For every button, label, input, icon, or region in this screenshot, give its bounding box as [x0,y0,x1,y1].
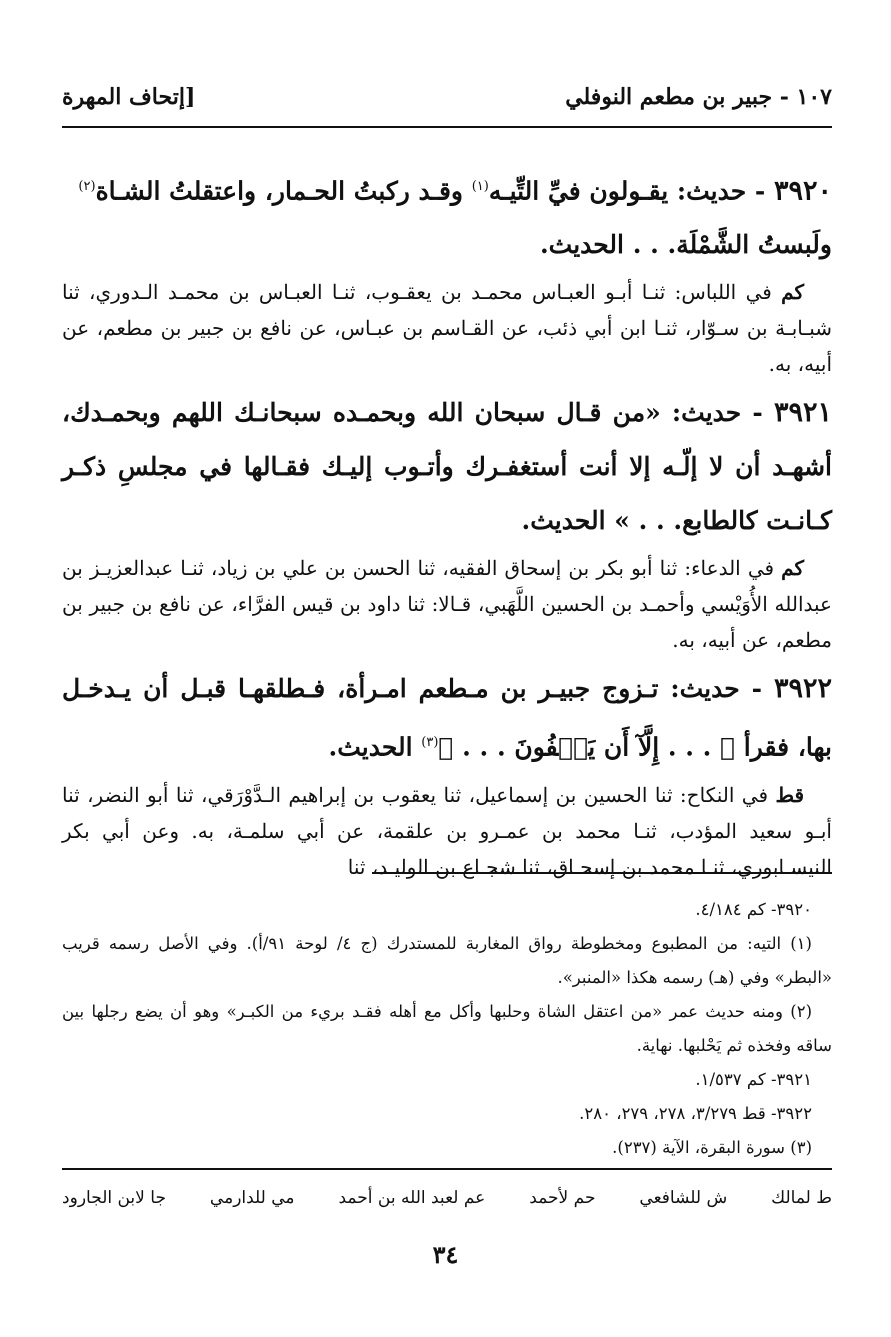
entry-heading-rest: الحديث. [328,732,422,762]
entry-number: ٣٩٢١ [773,397,832,429]
footnote-ref: (١) [471,179,489,194]
footnote-ref: (٢) [78,179,96,194]
footnote: ٣٩٢٢- قط ٣/٢٧٩، ٢٧٨، ٢٧٩، ٢٨٠. [579,1104,812,1123]
entry-number: ٣٩٢٠ [773,175,832,207]
entry-heading-rest: وقـد ركبتُ الحـمار، واعتقلتُ الشـاة [95,176,472,206]
abbreviation: ط لمالك [771,1188,832,1208]
source-citation [62,777,832,885]
page-number: ٣٤ [432,1240,459,1269]
source-text: في الدعاء: ثنا أبو بكر بن إسحاق الفقيه، ثنا الحسن بن علي بن زياد، ثنـا عبدالعزيـز بن عبدالله الأُوَيْسي وأحمـد بن الحسين اللَّهَبي، قـالا: ثنا داود بن قيس الفرَّاء، عن نافع بن جبير بن مطعم، عن أبيه، به. [62,556,832,653]
source-abbrev: قط [775,782,804,807]
footnote: ٣٩٢٠- كم ٤/١٨٤. [695,900,812,919]
main-text [62,160,832,889]
abbreviation: حم لأحمد [529,1188,596,1208]
abbreviations-rule [62,1168,832,1170]
source-abbrev: كم [781,280,804,305]
footnote: ٣٩٢١- كم ١/٥٣٧. [695,1070,812,1089]
footnotes [62,893,832,1165]
footnote: (٢) ومنه حديث عمر «من اعتقل الشاة وحلبها وأكل مع أهله فقـد بريء من الكبـر» وهو أن يضع رجلها بين ساقه وفخذه ثم يَحْلبها. نهاية. [62,1002,832,1055]
abbreviations-key [62,1188,832,1208]
footnote: (٣) سورة البقرة، الآية (٢٣٧). [612,1138,812,1157]
abbreviation: عم لعبد الله بن أحمد [338,1188,486,1208]
entry-heading: - حديث: «من قـال سبحان الله وبحمـده سبحانـك اللهم وبحمـدك، أشهـد أن لا إلّـه إلا أنت أستغفـرك وأتـوب إليـك فقـالها في مجلسِ ذكـر كـانـت كالطابع. . . » الحديث. [62,398,832,536]
footnote-ref: (٣) [421,735,439,751]
footnote: (١) التيه: من المطبوع ومخطوطة رواق المغاربة للمستدرك (ج ٤/ لوحة ٩١/أ). وفي الأصل رسمه قريب «البطر» وفي (هـ) رسمه هكذا «المنبر». [62,934,832,987]
header-rule [62,126,832,128]
abbreviation: جا لابن الجارود [62,1188,166,1208]
entry-heading: - حديث: تـزوج جبيـر بن مـطعم امـرأة، فـطلقهـا قبـل أن يـدخـل بها، فقرأ ﴿ . . . إِلَّآ أَن يَعۡفُونَ . . . ﴾ [62,674,832,762]
hadith-entry-3922 [62,662,832,774]
footnote-rule [372,872,832,874]
hadith-entry-3921 [62,386,832,548]
source-text: في النكاح: ثنا الحسين بن إسماعيل، ثنا يعقوب بن إبراهيم الـدَّوْرَقي، ثنا أبو النضر، ثنا أبـو سعيد المؤدب، ثنـا محمد بن عمـرو بن علقمة، عن أبي سلمـة، به. وعن أبي بكر النيسـابوري، ثنـا محمد بن إسحـاق، ثنا شجـاع بن الوليـد، ثنا [62,782,832,879]
source-citation [62,274,832,382]
entry-heading-line2: ولَبستُ الشَّمْلَة. . . الحديث. [539,230,832,260]
source-text: في اللباس: ثنـا أبـو العبـاس محمـد بن يعقـوب، ثنـا العبـاس بن محمـد الـدوري، ثنا شبـابـة بن سـوّار، ثنـا ابن أبي ذئب، عن القـاسم بن عبـاس، عن نافع بن جبير بن مطعم، عن أبيه، به. [62,280,833,377]
hadith-entry-3920 [62,160,832,272]
source-abbrev: كم [781,556,804,581]
running-title: ١٠٧ - جبير بن مطعم النوفلي [565,84,832,110]
abbreviation: مي للدارمي [209,1188,295,1208]
abbreviation: ش للشافعي [639,1188,728,1208]
entry-heading: - حديث: يقـولون فيِّ التِّيـه [488,176,766,206]
source-citation [62,550,832,658]
book-title: [إتحاف المهرة [62,84,196,110]
entry-number: ٣٩٢٢ [773,673,832,705]
running-header [62,78,832,118]
